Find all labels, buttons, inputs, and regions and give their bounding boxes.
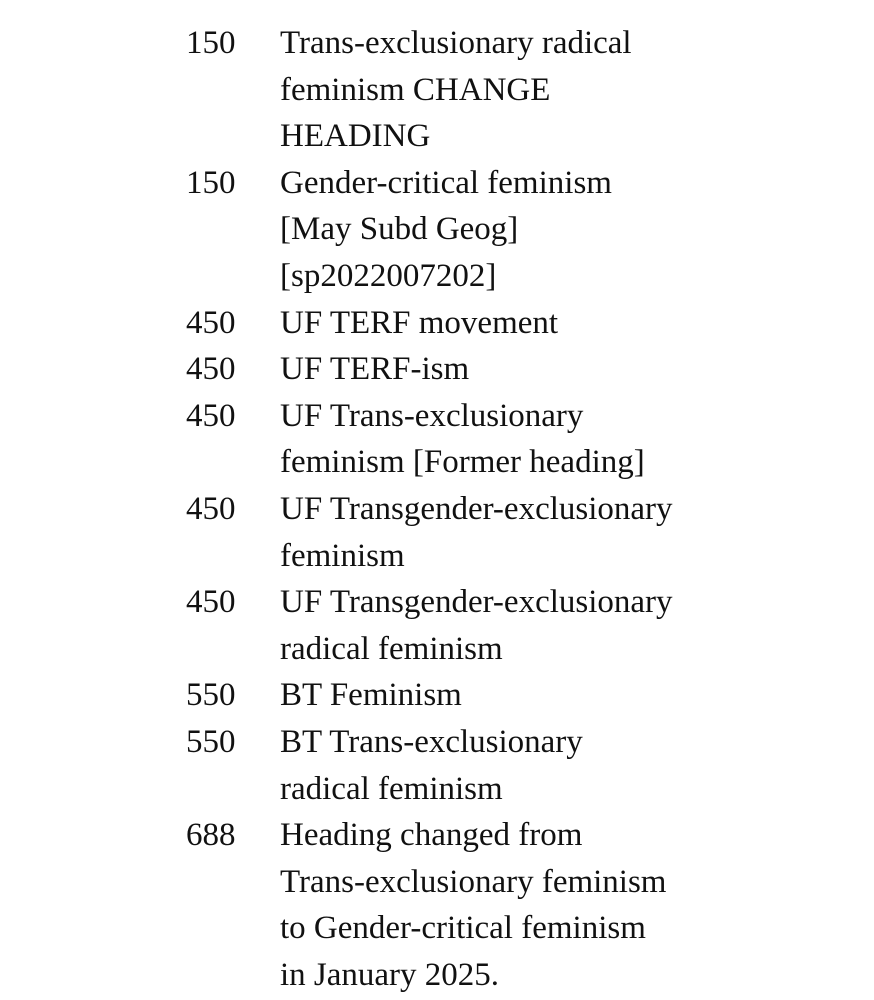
field-line: BT Feminism	[280, 677, 462, 714]
field-content	[280, 812, 746, 998]
field-line: Heading changed from	[280, 817, 583, 854]
field-content	[280, 672, 746, 719]
field-content	[280, 300, 746, 347]
field-150-old-heading	[186, 20, 746, 160]
field-line: feminism	[280, 537, 405, 574]
field-line: UF Trans-exclusionary	[280, 397, 584, 434]
field-line: HEADING	[280, 118, 431, 155]
field-line: [sp2022007202]	[280, 257, 497, 294]
authority-record	[186, 20, 746, 998]
field-450-used-for	[186, 393, 746, 486]
field-tag: 150	[186, 25, 236, 61]
field-line: in January 2025.	[280, 956, 500, 993]
field-line: UF TERF-ism	[280, 351, 470, 388]
field-line: Gender-critical feminism	[280, 164, 612, 201]
field-tag: 150	[186, 164, 236, 201]
field-550-broader-term	[186, 719, 746, 812]
field-line: UF Transgender-exclusionary	[280, 490, 673, 527]
field-450-used-for	[186, 486, 746, 579]
field-content	[280, 20, 746, 160]
field-content	[280, 719, 746, 812]
field-688-history-note	[186, 812, 746, 998]
field-tag: 450	[186, 490, 236, 527]
field-line: UF TERF movement	[280, 304, 559, 341]
field-line: feminism [Former heading]	[280, 444, 645, 481]
field-tag: 450	[186, 397, 236, 434]
field-line: Trans-exclusionary feminism	[280, 863, 667, 900]
field-tag: 450	[186, 304, 236, 341]
field-line: radical feminism	[280, 630, 503, 667]
field-tag: 450	[186, 584, 236, 621]
field-tag: 450	[186, 351, 236, 388]
field-line: feminism CHANGE	[280, 71, 551, 108]
field-tag: 550	[186, 677, 236, 714]
field-line: UF Transgender-exclusionary	[280, 584, 673, 621]
field-450-used-for	[186, 346, 746, 393]
field-tag: 550	[186, 723, 236, 760]
field-line: BT Trans-exclusionary	[280, 723, 583, 760]
field-tag: 688	[186, 817, 236, 854]
field-150-new-heading	[186, 160, 746, 300]
field-line: to Gender-critical feminism	[280, 910, 646, 947]
field-line: radical feminism	[280, 770, 503, 807]
field-content	[280, 160, 746, 300]
field-line: Trans-exclusionary radical	[280, 25, 632, 61]
field-450-used-for	[186, 300, 746, 347]
field-content	[280, 579, 746, 672]
field-line: [May Subd Geog]	[280, 211, 519, 248]
field-content	[280, 346, 746, 393]
field-content	[280, 486, 746, 579]
field-550-broader-term	[186, 672, 746, 719]
field-450-used-for	[186, 579, 746, 672]
field-content	[280, 393, 746, 486]
